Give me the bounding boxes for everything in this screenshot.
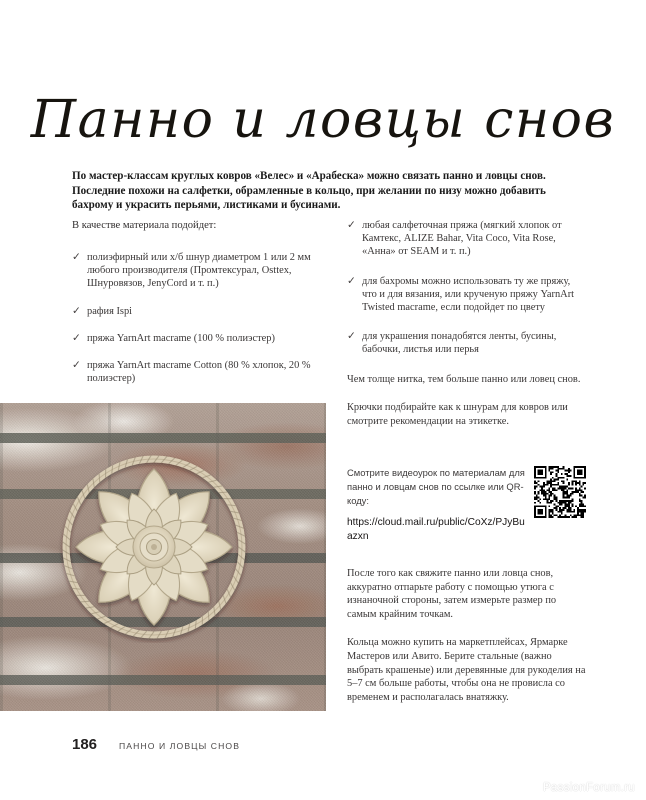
check-icon: ✓	[347, 331, 356, 343]
list-item	[347, 219, 587, 259]
running-head: ПАННО И ЛОВЦЫ СНОВ	[119, 741, 241, 751]
instructions-paragraphs	[347, 567, 587, 719]
mandala-svg	[58, 451, 250, 643]
material-text: рафия Ispi	[87, 305, 133, 317]
list-item	[72, 305, 322, 318]
material-text: любая салфеточная пряжа (мягкий хлопок от Камтекс, ALIZE Bahar, Vita Coco, Vita Rose, «Анна» от SEAM и т. п.)	[362, 220, 562, 258]
check-icon: ✓	[72, 360, 81, 372]
page-number: 186	[72, 736, 98, 753]
list-item	[72, 332, 322, 345]
material-text: для бахромы можно использовать ту же пряжу, что и для вязания, или крученую пряжу YarnArt Twisted macrame, если подойдет по цвету	[362, 275, 575, 314]
page-title: Панно и ловцы снов	[30, 89, 616, 150]
video-lesson-block	[347, 466, 587, 545]
list-item	[347, 330, 587, 356]
materials-right-column	[347, 219, 587, 443]
page-footer	[72, 736, 240, 753]
video-lesson-text: Смотрите видеоурок по материалам для панно и ловцам снов по ссылке или QR-коду:	[347, 467, 525, 507]
qr-code[interactable]	[534, 466, 586, 518]
list-item	[72, 359, 322, 385]
list-item	[347, 275, 587, 315]
tip-paragraph: Чем толще нитка, тем больше панно или ловец снов.	[347, 373, 581, 385]
site-watermark: PassionForum.ru	[542, 782, 635, 794]
material-text: для украшения понадобятся ленты, бусины, бабочки, листья или перья	[362, 331, 557, 356]
check-icon: ✓	[72, 252, 81, 263]
material-text: пряжа YarnArt macrame (100 % полиэстер)	[87, 332, 275, 344]
check-icon: ✓	[347, 275, 356, 287]
right-column-paragraphs	[347, 373, 587, 429]
instruction-paragraph: После того как свяжите панно или ловца снов, аккуратно отпарьте работу с помощью утюга с изнаночной стороны, затем измерьте размер по самым крайним точкам.	[347, 568, 557, 620]
materials-list-left	[72, 251, 322, 385]
materials-left-column	[72, 219, 322, 399]
check-icon: ✓	[347, 220, 356, 231]
crochet-mandala	[58, 451, 250, 643]
material-text: полиэфирный или х/б шнур диаметром 1 или 2 мм любого производителя (Промтексурал, Osttex, Шнуровязов, JenyCord и т. п.)	[87, 252, 311, 290]
tip-paragraph: Крючки подбирайте как к шнурам для ковров или смотрите рекомендации на этикетке.	[347, 402, 568, 427]
intro-paragraph: По мастер-классам круглых ковров «Велес» и «Арабеска» можно связать панно и ловцы снов. Последние похожи на салфетки, обрамленные в кольцо, при желании по низу можно добавить бахрому и украсить перьями, листиками и бусинами.	[72, 170, 546, 212]
materials-list-right	[347, 219, 587, 357]
check-icon: ✓	[72, 332, 81, 344]
qr-canvas	[534, 466, 586, 518]
instruction-paragraph: Кольца можно купить на маркетплейсах, Ярмарке Мастеров или Авито. Берите стальные (важно выбрать крашеные) или деревянные для рукоделия на 5–7 см больше работы, чтобы она не провисла со временем и располагалась внатяжку.	[347, 637, 586, 703]
project-photo	[0, 403, 326, 711]
list-item	[72, 251, 322, 291]
video-lesson-link[interactable]: https://cloud.mail.ru/public/CoXz/PJyBuazxn	[347, 516, 525, 543]
materials-lead-in: В качестве материала подойдет:	[72, 220, 217, 231]
check-icon: ✓	[72, 305, 81, 317]
material-text: пряжа YarnArt macrame Cotton (80 % хлопок, 20 % полиэстер)	[87, 360, 311, 385]
